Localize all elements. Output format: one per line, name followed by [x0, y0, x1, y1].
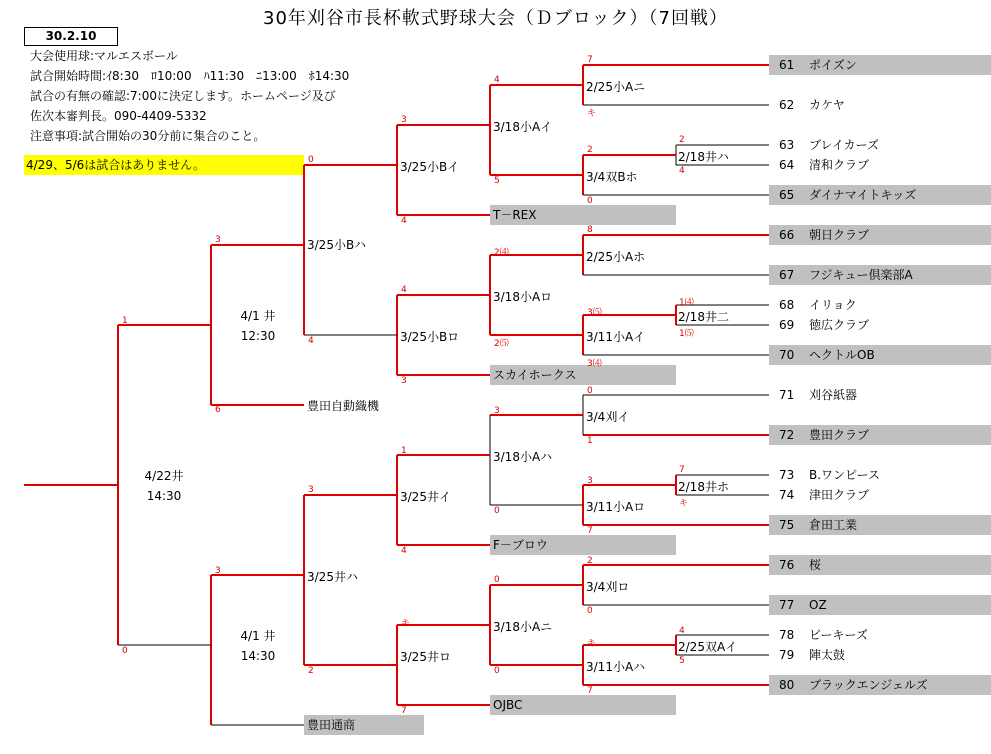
team-number: 72: [779, 428, 795, 442]
team-number: 70: [779, 348, 795, 362]
team-name: B.ワンピース: [809, 468, 880, 482]
team-entry: [769, 485, 991, 505]
score: 7: [587, 55, 593, 65]
team-number: 79: [779, 648, 795, 662]
match-label: 3/4双Bホ: [586, 170, 638, 184]
team-name: 朝日クラブ: [809, 228, 870, 242]
match-label: 2/25小Aホ: [586, 250, 646, 264]
match-label: 2/18井ホ: [678, 480, 729, 494]
score: 2: [587, 145, 593, 155]
team-number: 78: [779, 628, 795, 642]
final-time: 14:30: [146, 489, 182, 503]
match-label: 2/18井ハ: [678, 150, 729, 164]
score: 0: [587, 386, 593, 396]
match-label: 3/25小Bロ: [400, 330, 460, 344]
team-entry: [769, 265, 991, 285]
score: 2: [679, 135, 685, 145]
score: 6: [215, 405, 221, 415]
score: 2: [587, 556, 593, 566]
match-label: 2/25小Aニ: [586, 80, 646, 94]
score: 7: [587, 526, 593, 536]
semi-date: 4/1 井: [240, 309, 276, 323]
score: 3: [401, 376, 407, 386]
score: 1: [587, 436, 593, 446]
team-entry: [769, 135, 991, 155]
score: 3: [587, 476, 593, 486]
team-name: ビーキーズ: [809, 628, 868, 642]
score: 5: [679, 656, 685, 666]
team-number: 80: [779, 678, 795, 692]
score: 3⑸: [587, 308, 602, 318]
team-entry: [769, 595, 991, 615]
match-label: 3/18小Aニ: [493, 620, 553, 634]
score: キ: [679, 499, 689, 509]
team-name: 桜: [809, 558, 822, 572]
score: 7: [679, 465, 685, 475]
team-number: 63: [779, 138, 795, 152]
team-number: 75: [779, 518, 795, 532]
team-name: 豊田クラブ: [809, 428, 870, 442]
team-name: 清和クラブ: [809, 158, 870, 172]
score: 2⑷: [494, 248, 509, 258]
team-entry: [769, 95, 991, 115]
score: 0: [587, 606, 593, 616]
seed-team: F－ブロウ: [490, 535, 676, 555]
seed-team: OJBC: [490, 695, 676, 715]
seed-team: スカイホークス: [490, 365, 676, 385]
team-name: OZ: [809, 598, 827, 612]
score: 4: [401, 285, 407, 295]
match-label: 3/25井イ: [400, 490, 451, 504]
match-label: 3/11小Aイ: [586, 330, 646, 344]
match-label: 3/4刈イ: [586, 410, 630, 424]
score: 1⑸: [679, 329, 694, 339]
seed-team: T－REX: [490, 205, 676, 225]
team-entry: [769, 645, 991, 665]
team-name: 津田クラブ: [809, 488, 870, 502]
date-box: 30.2.10: [24, 27, 118, 46]
score: 0: [494, 575, 500, 585]
seed-team: 豊田通商: [304, 715, 424, 735]
team-entry: [769, 295, 991, 315]
score: 7: [587, 686, 593, 696]
info-start-times: 試合開始時間:ｲ8:30 ﾛ10:00 ﾊ11:30 ﾆ13:00 ﾎ14:30: [30, 69, 350, 83]
match-label: 3/18小Aハ: [493, 450, 553, 464]
score: 0: [494, 666, 500, 676]
score: 3: [215, 235, 221, 245]
team-entry: [769, 55, 991, 75]
semi-time: 12:30: [240, 329, 276, 343]
match-label: 2/25双Aイ: [678, 640, 738, 654]
score: 8: [587, 225, 593, 235]
team-number: 64: [779, 158, 795, 172]
team-name: ダイナマイトキッズ: [809, 188, 917, 202]
score: 4: [308, 336, 314, 346]
score: 0: [122, 646, 128, 656]
team-number: 68: [779, 298, 795, 312]
score: キ: [587, 639, 597, 649]
score: 4: [401, 546, 407, 556]
score: 4: [679, 166, 685, 176]
team-entry: [769, 625, 991, 645]
team-entry: [769, 675, 991, 695]
team-number: 67: [779, 268, 795, 282]
team-number: 62: [779, 98, 795, 112]
info-ball: 大会使用球:マルエスボール: [30, 49, 178, 63]
score: 3: [308, 485, 314, 495]
page-title: 30年刈谷市長杯軟式野球大会（Ｄブロック）（7回戦）: [263, 8, 728, 29]
match-label: 3/25小Bハ: [307, 238, 367, 252]
score: 2: [308, 666, 314, 676]
team-name: カケヤ: [809, 98, 845, 112]
score: 4: [494, 75, 500, 85]
match-label: 3/25井ハ: [307, 570, 358, 584]
team-number: 65: [779, 188, 795, 202]
team-entry: [769, 225, 991, 245]
info-notes: 注意事項:試合開始の30分前に集合のこと。: [30, 129, 266, 143]
match-label: 3/11小Aハ: [586, 660, 646, 674]
match-label: 2/18井二: [678, 310, 729, 324]
match-label: 3/25小Bイ: [400, 160, 460, 174]
team-number: 69: [779, 318, 795, 332]
notice-banner: 4/29、5/6は試合はありません。: [24, 155, 304, 175]
team-name: 刈谷紙器: [809, 388, 858, 402]
match-label: 3/25井ロ: [400, 650, 451, 664]
score: 2⑸: [494, 339, 509, 349]
score: 1⑷: [679, 298, 694, 308]
team-entry: [769, 345, 991, 365]
score: 1: [401, 446, 407, 456]
match-label: 3/4刈ロ: [586, 580, 630, 594]
match-label: 3/11小Aロ: [586, 500, 646, 514]
team-number: 74: [779, 488, 795, 502]
team-number: 71: [779, 388, 795, 402]
team-entry: [769, 555, 991, 575]
team-entry: [769, 315, 991, 335]
score: 5: [494, 176, 500, 186]
team-number: 66: [779, 228, 795, 242]
team-entry: [769, 425, 991, 445]
team-entry: [769, 515, 991, 535]
score: 3: [401, 115, 407, 125]
score: 3: [494, 406, 500, 416]
score: 3⑷: [587, 359, 602, 369]
seed-team: 豊田自動織機: [307, 399, 380, 413]
team-name: 陣太鼓: [809, 648, 846, 662]
score: 0: [587, 196, 593, 206]
score: 1: [122, 316, 128, 326]
team-name: ポイズン: [809, 58, 857, 72]
final-date: 4/22井: [144, 469, 184, 483]
team-number: 77: [779, 598, 795, 612]
match-label: 3/18小Aイ: [493, 120, 553, 134]
score: 7: [401, 706, 407, 716]
team-entry: [769, 185, 991, 205]
semi-time: 14:30: [240, 649, 276, 663]
team-number: 61: [779, 58, 795, 72]
info-confirmation: 試合の有無の確認:7:00に決定します。ホームページ及び: [30, 89, 336, 103]
score: 0: [494, 506, 500, 516]
team-entry: [769, 385, 991, 405]
team-name: ブラックエンジェルズ: [809, 678, 928, 692]
team-number: 76: [779, 558, 795, 572]
team-name: 徳広クラブ: [809, 318, 870, 332]
score: 4: [401, 216, 407, 226]
team-name: ヘクトルOB: [809, 348, 875, 362]
team-name: ブレイカーズ: [809, 138, 879, 152]
team-entry: [769, 465, 991, 485]
score: 3: [215, 566, 221, 576]
info-umpire: 佐次本審判長。090-4409-5332: [30, 109, 207, 123]
match-label: 3/18小Aロ: [493, 290, 553, 304]
team-name: フジキュー倶楽部A: [809, 268, 913, 282]
score: 4: [679, 626, 685, 636]
team-name: イリョク: [809, 298, 857, 312]
score: 0: [308, 155, 314, 165]
team-entry: [769, 155, 991, 175]
team-number: 73: [779, 468, 795, 482]
score: キ: [587, 109, 597, 119]
score: キ: [401, 619, 411, 629]
semi-date: 4/1 井: [240, 629, 276, 643]
team-name: 倉田工業: [809, 518, 858, 532]
